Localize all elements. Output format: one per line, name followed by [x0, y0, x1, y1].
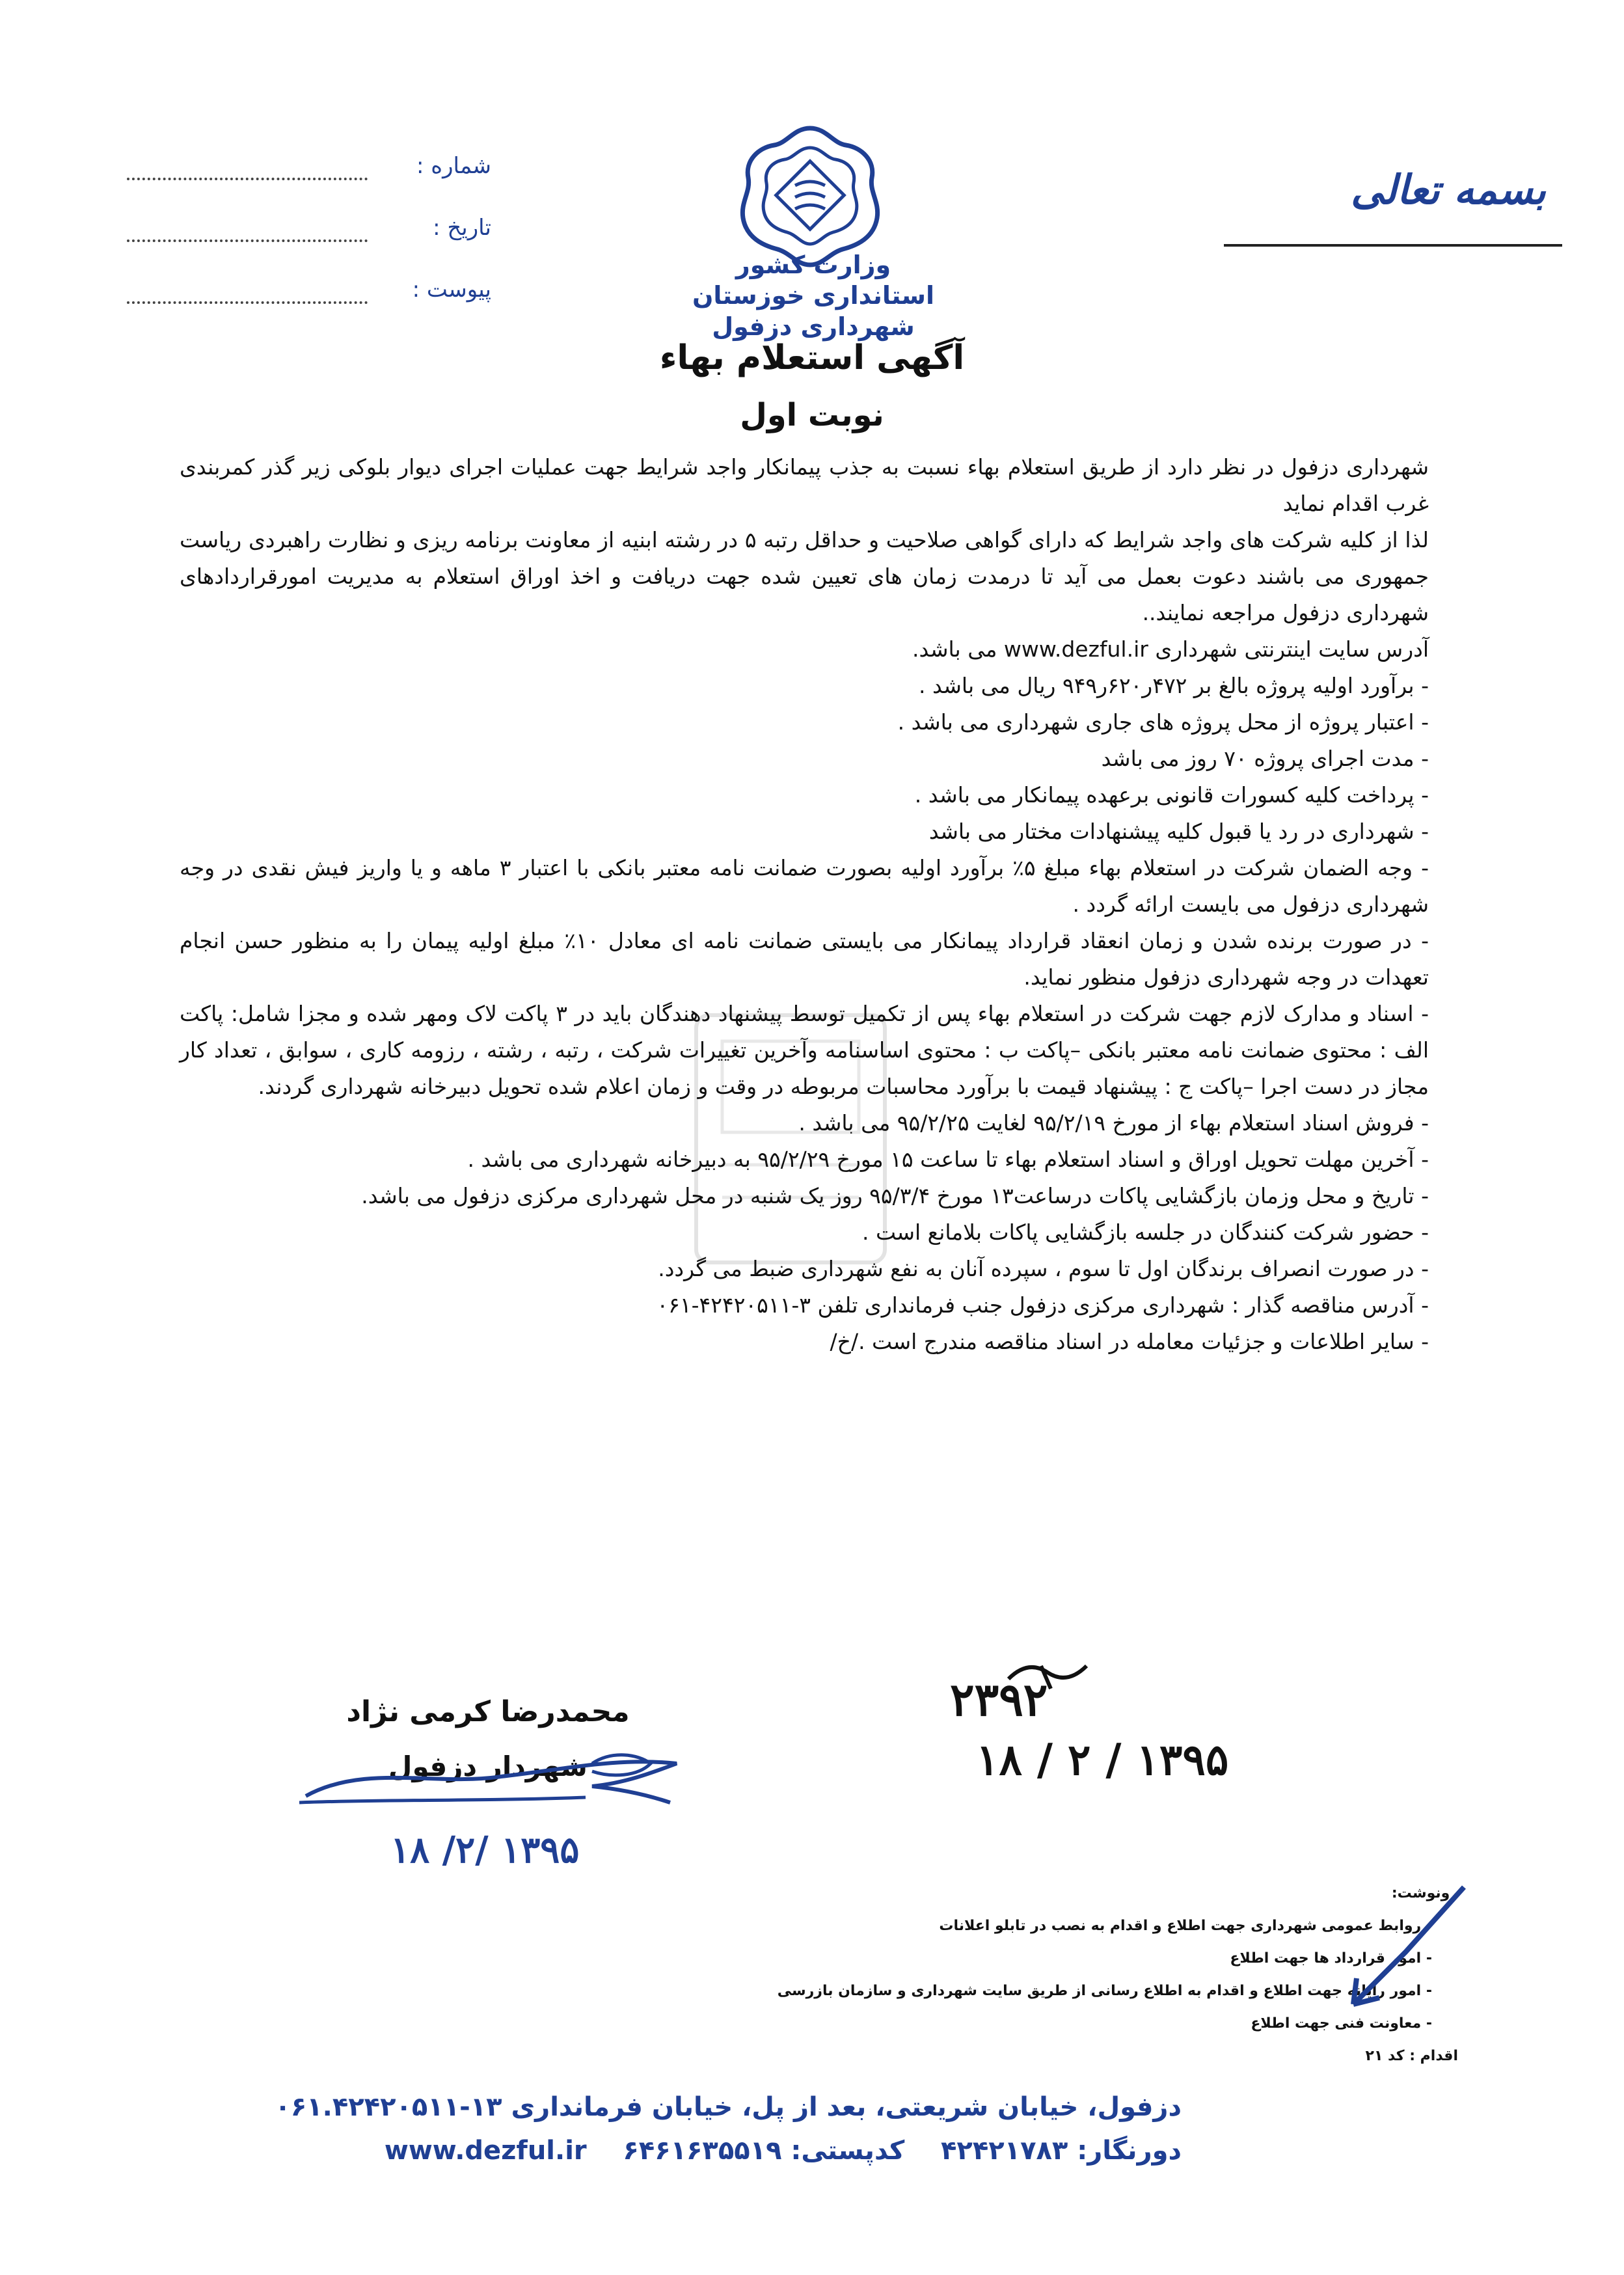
list-item: - فروش اسناد استعلام بهاء از مورخ ۹۵/۲/۱۹ لغایت ۹۵/۲/۲۵ می باشد .: [798, 1110, 1429, 1136]
documents-paragraph: - اسناد و مدارک لازم جهت شرکت در استعلام بهاء پس از تکمیل توسط پیشنهاد دهندگان باید در ۳ پاکت لاک ومهر شده و مجزا شامل: پاکت الف : محتوی ضمانت نامه معتبر بانکی –پاکت ب : محتوی اساسنامه وآخرین تغییرات شرکت ، رتبه ، رشته ، رزومه کاری ، سوابق ، تعداد کار مجاز در دست اجرا –پاکت ج : پیشنهاد قیمت با برآورد محاسبات مربوطه در وقت و زمان اعلام شده تحویل دبیرخانه شهرداری گردند.: [180, 1001, 1429, 1099]
deposit-paragraph: - وجه الضمان شرکت در استعلام بهاء مبلغ ۵٪ برآورد اولیه بصورت ضمانت نامه معتبر بانکی با اعتبار ۳ ماهه و یا واریز فیش نقدی در وجه شهرداری دزفول می بایست ارائه گردد .: [180, 855, 1429, 917]
website-line: [180, 631, 1429, 668]
date-field: [127, 215, 491, 254]
cc-heading: رونوشت:: [1391, 1885, 1458, 1901]
basmala: بسمه تعالی: [1351, 166, 1546, 213]
list-item: - برآورد اولیه پروژه بالغ بر ۴۷۲ر۶۲۰ر۹۴۹ ریال می باشد .: [918, 673, 1429, 698]
list-item: - مدت اجرای پروژه ۷۰ روز می باشد: [1101, 746, 1429, 771]
province-name: استانداری خوزستان: [692, 281, 935, 310]
cc-item: - معاونت فنی جهت اطلاع: [1251, 2015, 1432, 2032]
cc-item: - روابط عمومی شهرداری جهت اطلاع و اقدام به نصب در تابلو اعلانات: [939, 1918, 1432, 1934]
basmala-underline: [1224, 244, 1562, 247]
attachment-dots: [127, 301, 368, 304]
announcement-body: [180, 449, 1429, 1360]
footer-address: دزفول، خیابان شریعتی، بعد از پل، خیابان فرمانداری ۱۳-۰۶۱.۴۲۴۲۰۵۱۱: [275, 2092, 1182, 2122]
list-item: - آخرین مهلت تحویل اوراق و اسناد استعلام بهاء تا ساعت ۱۵ مورخ ۹۵/۲/۲۹ به دبیرخانه شهرداری می باشد .: [467, 1147, 1429, 1172]
page-title: آگهی استعلام بهاء: [659, 338, 965, 377]
registration-number: ۲۳۹۲: [950, 1672, 1048, 1726]
ministry-name: وزارت کشور: [735, 251, 891, 279]
signature-icon: [286, 1724, 703, 1829]
guarantee-paragraph: - در صورت برنده شدن و زمان انعقاد قرارداد پیمانکار می بایستی ضمانت نامه ای معادل ۱۰٪ مبلغ اولیه پیمان را به منظور حسن انجام تعهدات در وجه شهرداری دزفول منظور نماید.: [180, 928, 1429, 990]
page-subtitle: نوبت اول: [740, 397, 884, 433]
cc-item: - امور رایانه جهت اطلاع و اقدام به اطلاع رسانی از طریق سایت شهرداری و سازمان بازرسی: [777, 1983, 1432, 1999]
date-label: تاریخ :: [433, 215, 491, 241]
handwritten-arrow-icon: [1327, 1874, 1477, 2017]
registration-date: ۱۳۹۵ / ۲ / ۱۸: [976, 1734, 1229, 1785]
list-item: - سایر اطلاعات و جزئیات معامله در اسناد مناقصه مندرج است ./خ/: [830, 1329, 1429, 1354]
website-suffix: می باشد.: [912, 636, 997, 662]
list-item: - اعتبار پروژه از محل پروژه های جاری شهرداری می باشد .: [897, 709, 1429, 735]
attachment-field: [127, 277, 491, 316]
cc-action: اقدام : کد ۲۱: [1365, 2048, 1458, 2064]
date-dots: [127, 239, 368, 242]
footer-contact: [271, 2136, 1182, 2166]
footer-fax: دورنگار: ۴۲۴۲۱۷۸۳: [941, 2136, 1182, 2166]
number-label: شماره :: [416, 153, 491, 179]
attachment-label: پیوست :: [412, 277, 491, 303]
number-dots: [127, 178, 368, 180]
cc-item: - امور قرارداد ها جهت اطلاع: [1230, 1950, 1432, 1967]
municipality-logo-icon: [735, 120, 885, 270]
signature-date: ۱۳۹۵ /۲/ ۱۸: [390, 1829, 580, 1872]
list-item: - تاریخ و محل وزمان بازگشایی پاکات درساعت۱۳ مورخ ۹۵/۳/۴ روز یک شنبه در محل شهرداری مرکزی دزفول می باشد.: [361, 1183, 1429, 1208]
list-item: - حضور شرکت کنندگان در جلسه بازگشایی پاکات بلامانع است .: [861, 1219, 1429, 1245]
list-item: - آدرس مناقصه گذار : شهرداری مرکزی دزفول جنب فرمانداری تلفن ۳-۴۲۴۲۰۵۱۱-۰۶۱: [656, 1292, 1429, 1318]
list-item: - پرداخت کلیه کسورات قانونی برعهده پیمانکار می باشد .: [914, 782, 1429, 808]
signatory-title: شهردار دزفول: [388, 1751, 588, 1782]
cc-list: [651, 1877, 1458, 2073]
intro-paragraph: شهرداری دزفول در نظر دارد از طریق استعلام بهاء نسبت به جذب پیمانکار واجد شرایط جهت عملیات اجرای دیوار بلوکی زیر گذر کمربندی غرب اقدام نماید: [180, 454, 1429, 516]
number-field: [127, 153, 491, 192]
website-link[interactable]: www.dezful.ir: [1003, 636, 1148, 662]
list-item: - در صورت انصراف برندگان اول تا سوم ، سپرده آنان به نفع شهرداری ضبط می گردد.: [658, 1256, 1429, 1281]
municipality-name: شهرداری دزفول: [712, 312, 915, 341]
website-prefix: آدرس سایت اینترنتی شهرداری: [1155, 636, 1429, 662]
list-item: - شهرداری در رد یا قبول کلیه پیشنهادات مختار می باشد: [928, 819, 1429, 844]
invitation-paragraph: لذا از کلیه شرکت های واجد شرایط که دارای گواهی صلاحیت و حداقل رتبه ۵ در رشته ابنیه از معاونت برنامه ریزی و نظارت راهبردی ریاست جمهوری می باشند دعوت بعمل می آید تا درمدت زمان های تعیین شده جهت دریافت و اخذ اوراق استعلام به مدیریت امورقراردادهای شهرداری دزفول مراجعه نمایند..: [180, 527, 1429, 625]
footer-postal: کدپستی: ۶۴۶۱۶۳۵۵۱۹: [623, 2136, 905, 2166]
footer-website[interactable]: www.dezful.ir: [384, 2136, 587, 2166]
signatory-name: محمدرضا کرمی نژاد: [346, 1695, 630, 1728]
